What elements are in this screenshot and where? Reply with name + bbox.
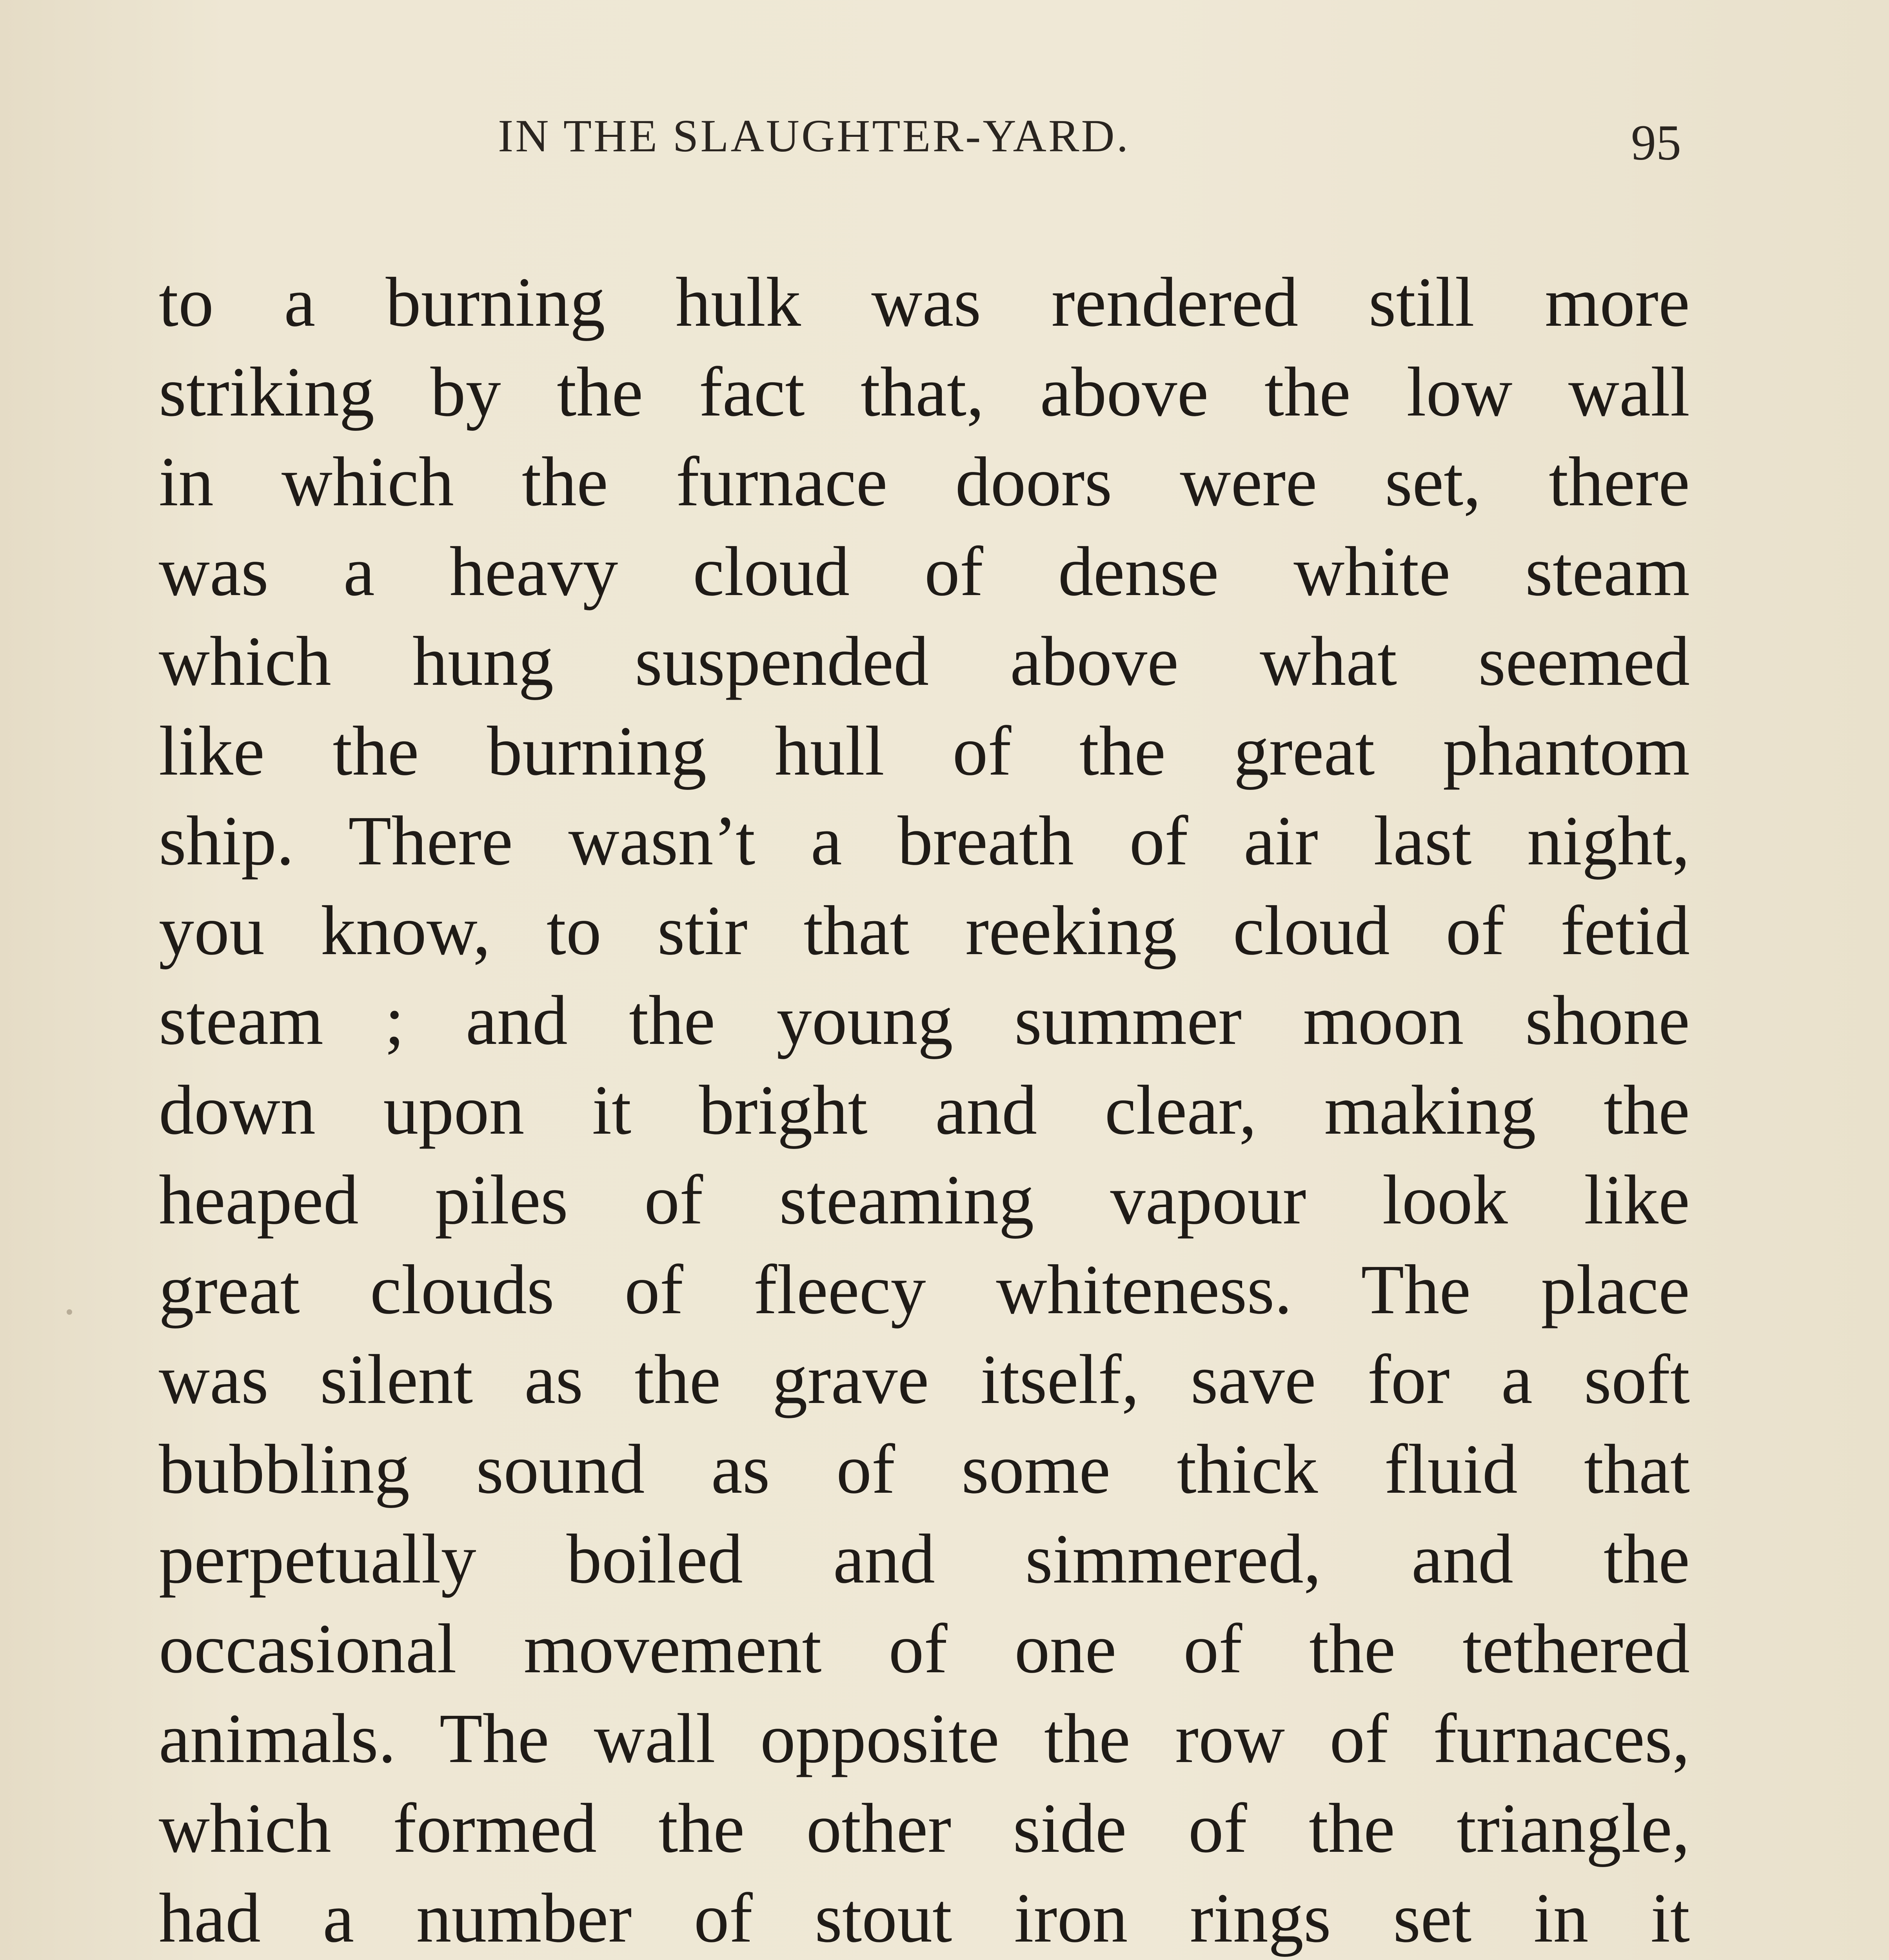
text-line: bubbling sound as of some thick fluid that xyxy=(159,1430,1690,1508)
text-line: had a number of stout iron rings set in it xyxy=(159,1879,1690,1957)
text-line: which hung suspended above what seemed xyxy=(159,622,1690,700)
running-head: IN THE SLAUGHTER-YARD. xyxy=(498,110,1130,162)
paper-speck xyxy=(67,1309,72,1315)
text-line: perpetually boiled and simmered, and the xyxy=(159,1520,1690,1598)
page-number: 95 xyxy=(1631,115,1681,171)
text-line: ship. There wasn’t a breath of air last night, xyxy=(159,802,1690,880)
text-line: was silent as the grave itself, save for a soft xyxy=(159,1340,1690,1418)
text-line: striking by the fact that, above the low wall xyxy=(159,353,1690,431)
text-line: was a heavy cloud of dense white steam xyxy=(159,532,1690,610)
text-line: heaped piles of steaming vapour look like xyxy=(159,1161,1690,1239)
text-line: occasional movement of one of the tethered xyxy=(159,1610,1690,1688)
text-line: animals. The wall opposite the row of furnaces, xyxy=(159,1699,1690,1777)
text-line: steam ; and the young summer moon shone xyxy=(159,981,1690,1059)
body-text xyxy=(159,257,1690,1960)
text-line: like the burning hull of the great phantom xyxy=(159,712,1690,790)
text-line: which formed the other side of the triangle, xyxy=(159,1789,1690,1867)
text-line: you know, to stir that reeking cloud of fetid xyxy=(159,891,1690,969)
text-line: great clouds of fleecy whiteness. The place xyxy=(159,1250,1690,1328)
text-line: in which the furnace doors were set, there xyxy=(159,443,1690,521)
text-line: down upon it bright and clear, making the xyxy=(159,1071,1690,1149)
text-line: to a burning hulk was rendered still more xyxy=(159,263,1690,341)
